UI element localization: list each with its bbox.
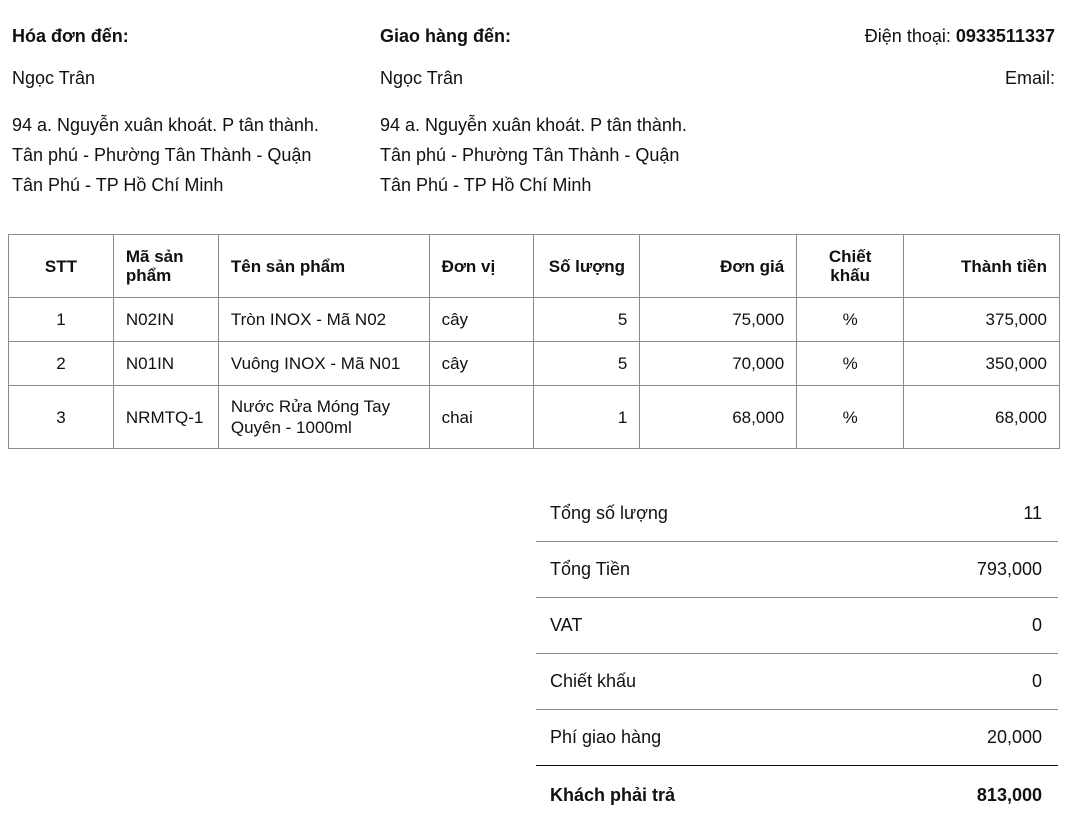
- cell-name: Nước Rửa Móng Tay Quyên - 1000ml: [218, 386, 429, 449]
- email-label: Email:: [1004, 68, 1055, 88]
- cell-discount: %: [797, 342, 904, 386]
- email-line: [735, 66, 1055, 90]
- cell-unit: cây: [429, 342, 534, 386]
- shipping-fee-label: Phí giao hàng: [550, 727, 662, 747]
- summary-row-total-qty: [536, 486, 1058, 542]
- table-row: [9, 386, 1060, 449]
- header-total: Thành tiền: [904, 235, 1060, 298]
- cell-total: 350,000: [904, 342, 1060, 386]
- subtotal-value: 793,000: [976, 559, 1042, 579]
- summary-row-shipping: [536, 710, 1058, 765]
- cell-qty: 5: [534, 342, 640, 386]
- discount-label: Chiết khấu: [550, 671, 637, 691]
- header-name: Tên sản phẩm: [218, 235, 429, 298]
- cell-unit: chai: [429, 386, 534, 449]
- summary-table: [536, 486, 1058, 824]
- billing-section: [12, 24, 362, 200]
- shipping-address-line: Tân Phú - TP Hồ Chí Minh: [380, 175, 592, 195]
- cell-price: 75,000: [640, 298, 797, 342]
- vat-value: 0: [1031, 615, 1042, 635]
- cell-code: NRMTQ-1: [113, 386, 218, 449]
- table-header-row: [9, 235, 1060, 298]
- header-price: Đơn giá: [640, 235, 797, 298]
- cell-discount: %: [797, 386, 904, 449]
- header-qty: Số lượng: [534, 235, 640, 298]
- cell-total: 68,000: [904, 386, 1060, 449]
- cell-total: 375,000: [904, 298, 1060, 342]
- grand-total-label: Khách phải trả: [550, 784, 676, 805]
- cell-code: N02IN: [113, 298, 218, 342]
- cell-price: 70,000: [640, 342, 797, 386]
- cell-code: N01IN: [113, 342, 218, 386]
- summary-row-vat: [536, 598, 1058, 654]
- shipping-address: [380, 110, 730, 200]
- billing-name: Ngọc Trân: [12, 68, 96, 88]
- discount-value: 0: [1031, 671, 1042, 691]
- vat-label: VAT: [550, 615, 583, 635]
- header-code: Mã sản phẩm: [113, 235, 218, 298]
- grand-total-value: 813,000: [976, 784, 1042, 805]
- cell-qty: 1: [534, 386, 640, 449]
- cell-stt: 1: [9, 298, 114, 342]
- cell-qty: 5: [534, 298, 640, 342]
- cell-discount: %: [797, 298, 904, 342]
- summary-row-grand-total: [536, 765, 1058, 824]
- table-row: [9, 342, 1060, 386]
- billing-address-line: Tân Phú - TP Hồ Chí Minh: [12, 175, 224, 195]
- billing-address-line: 94 a. Nguyễn xuân khoát. P tân thành.: [12, 115, 319, 135]
- billing-heading: Hóa đơn đến:: [12, 26, 129, 46]
- shipping-name: Ngọc Trân: [380, 68, 464, 88]
- table-row: [9, 298, 1060, 342]
- cell-price: 68,000: [640, 386, 797, 449]
- total-qty-value: 11: [1023, 503, 1042, 523]
- cell-unit: cây: [429, 298, 534, 342]
- shipping-fee-value: 20,000: [986, 727, 1042, 747]
- phone-label: Điện thoại:: [864, 26, 951, 46]
- header-stt: STT: [9, 235, 114, 298]
- subtotal-label: Tổng Tiền: [550, 559, 631, 579]
- total-qty-label: Tổng số lượng: [550, 503, 668, 523]
- shipping-heading: Giao hàng đến:: [380, 26, 512, 46]
- items-table: [8, 234, 1060, 449]
- summary-row-subtotal: [536, 542, 1058, 598]
- contact-section: [735, 24, 1055, 90]
- billing-address: [12, 110, 362, 200]
- header-unit: Đơn vị: [429, 235, 534, 298]
- cell-name: Tròn INOX - Mã N02: [218, 298, 429, 342]
- summary-row-discount: [536, 654, 1058, 710]
- phone-value: 0933511337: [955, 26, 1055, 46]
- shipping-section: [380, 24, 730, 200]
- header-discount: Chiết khấu: [797, 235, 904, 298]
- shipping-address-line: 94 a. Nguyễn xuân khoát. P tân thành.: [380, 115, 687, 135]
- cell-name: Vuông INOX - Mã N01: [218, 342, 429, 386]
- shipping-address-line: Tân phú - Phường Tân Thành - Quận: [380, 145, 680, 165]
- billing-address-line: Tân phú - Phường Tân Thành - Quận: [12, 145, 312, 165]
- phone-line: [735, 24, 1055, 48]
- cell-stt: 2: [9, 342, 114, 386]
- cell-stt: 3: [9, 386, 114, 449]
